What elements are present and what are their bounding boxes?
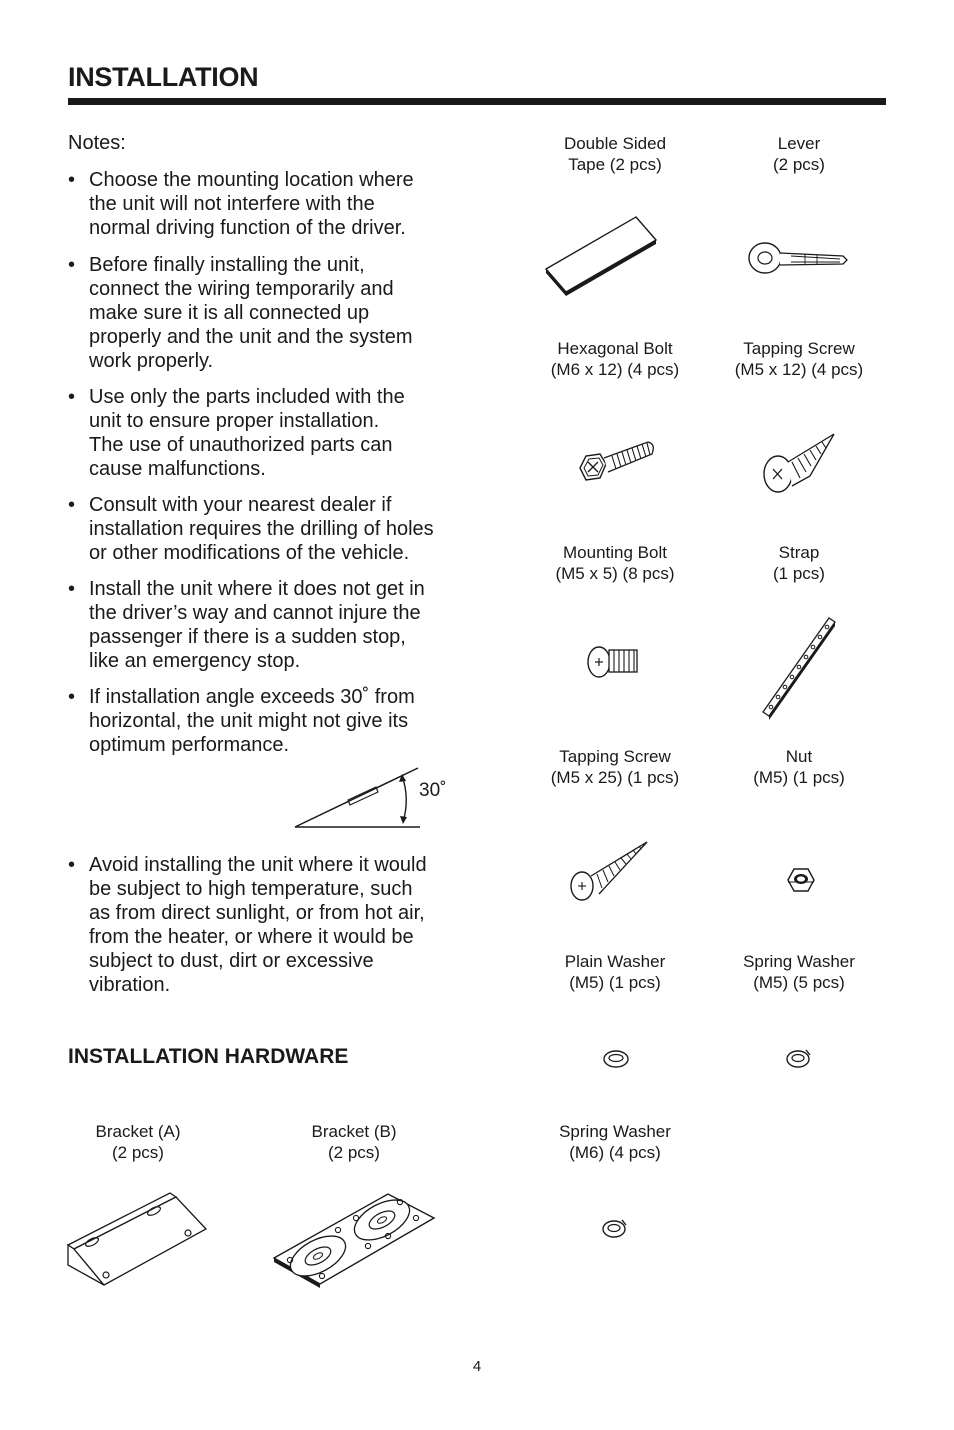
note-text: Avoid installing the unit where it would be subject to high temperature, such as from direct sunlight, or from hot air, from the heater, or where it would be subject to dust, dirt or excessive vibration. (89, 854, 427, 996)
part-caption: Plain Washer (M5) (1 pcs) (564, 952, 666, 992)
part-caption: Double Sided Tape (2 pcs) (563, 134, 667, 174)
bullet: • (68, 254, 76, 276)
plain-washer-icon (600, 1048, 632, 1070)
bullet: • (68, 169, 76, 191)
page-number: 4 (472, 1358, 482, 1375)
bullet: • (68, 854, 76, 876)
part-caption: Bracket (B) (2 pcs) (311, 1122, 397, 1162)
part-caption: Tapping Screw (M5 x 25) (1 pcs) (550, 747, 680, 787)
part-caption: Lever (2 pcs) (773, 134, 825, 174)
part-caption: Strap (1 pcs) (773, 543, 825, 583)
page-title: INSTALLATION (68, 62, 259, 92)
note-text: Consult with your nearest dealer if installation requires the drilling of holes or other modifications of the vehicle. (89, 494, 434, 564)
part-caption: Mounting Bolt (M5 x 5) (8 pcs) (555, 543, 675, 583)
title-rule (68, 98, 886, 105)
bracket-a-icon (62, 1185, 212, 1290)
note-text: Use only the parts included with the unit to ensure proper installation. The use of unauthorized parts can cause malfunctions. (89, 386, 405, 480)
angle-label: 30˚ (419, 780, 447, 801)
part-caption: Hexagonal Bolt (M6 x 12) (4 pcs) (550, 339, 680, 379)
bullet: • (68, 686, 76, 708)
part-caption: Nut (M5) (1 pcs) (753, 747, 845, 787)
hardware-title: INSTALLATION HARDWARE (68, 1045, 349, 1068)
part-caption: Spring Washer (M6) (4 pcs) (559, 1122, 671, 1162)
tapping-screw-icon (760, 428, 840, 500)
strap-icon (755, 612, 845, 724)
bullet: • (68, 386, 76, 408)
bullet: • (68, 494, 76, 516)
part-caption: Spring Washer (M5) (5 pcs) (743, 952, 855, 992)
lever-icon (745, 238, 850, 278)
note-text: If installation angle exceeds 30˚ from horizontal, the unit might not give its optimum performance. (89, 686, 415, 756)
note-text: Before finally installing the unit, connect the wiring temporarily and make sure it is all connected up properly and the unit and the system work properly. (89, 254, 413, 372)
spring-washer-icon (600, 1216, 630, 1242)
spring-washer-icon (784, 1046, 814, 1072)
bracket-b-icon (268, 1188, 443, 1293)
tape-icon (540, 212, 660, 302)
bullet: • (68, 578, 76, 600)
long-tapping-screw-icon (565, 838, 655, 904)
note-text: Install the unit where it does not get in the driver’s way and cannot injure the passenger if there is a sudden stop, like an emergency stop. (89, 578, 425, 672)
part-caption: Tapping Screw (M5 x 12) (4 pcs) (734, 339, 864, 379)
nut-icon (784, 864, 818, 896)
notes-label: Notes: (68, 132, 126, 154)
hexagonal-bolt-icon (572, 432, 662, 497)
mounting-bolt-icon (585, 642, 645, 682)
angle-diagram (290, 760, 430, 835)
note-text: Choose the mounting location where the unit will not interfere with the normal driving function of the driver. (89, 169, 414, 239)
part-caption: Bracket (A) (2 pcs) (95, 1122, 181, 1162)
